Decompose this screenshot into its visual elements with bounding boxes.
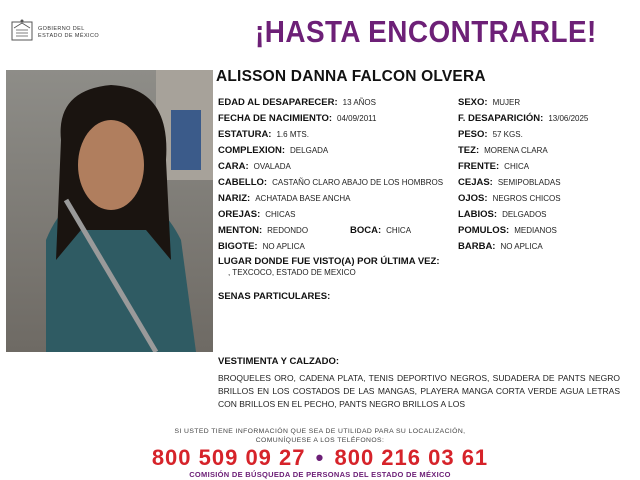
field-label: POMULOS: (458, 225, 510, 236)
field-bigote (218, 241, 305, 252)
state-seal-icon (10, 18, 34, 44)
field-label: TEZ: (458, 145, 480, 156)
field-frente (458, 161, 529, 172)
field-labios (458, 209, 547, 220)
field-label: NARIZ: (218, 193, 251, 204)
field-label: BIGOTE: (218, 241, 258, 252)
field-label: FRENTE: (458, 161, 500, 172)
field-tez (458, 145, 548, 156)
field-value: 1.6 MTS. (276, 130, 309, 139)
field-value: MORENA CLARA (484, 146, 548, 155)
field-edad (218, 97, 376, 108)
field-value: CASTAÑO CLARO ABAJO DE LOS HOMBROS (272, 178, 444, 187)
field-value: 13/06/2025 (548, 114, 589, 123)
field-label: LABIOS: (458, 209, 498, 220)
field-label: OREJAS: (218, 209, 261, 220)
field-value: 57 KGS. (492, 130, 523, 139)
field-label: MENTON: (218, 225, 263, 236)
field-cabello (218, 177, 443, 188)
field-value: MEDIANOS (514, 226, 557, 235)
field-barba (458, 241, 543, 252)
field-value: 13 AÑOS (342, 98, 376, 107)
gov-line-1: GOBIERNO DEL (38, 26, 85, 32)
phone-numbers (0, 445, 640, 471)
field-label: F. DESAPARICIÓN: (458, 113, 544, 124)
person-photo (6, 70, 213, 352)
field-value: CHICAS (265, 210, 296, 219)
gov-line-2: ESTADO DE MÉXICO (38, 33, 99, 39)
field-fecha-desaparicion (458, 113, 588, 124)
field-value: CHICA (386, 226, 412, 235)
field-boca (350, 225, 411, 236)
field-value: NEGROS CHICOS (492, 194, 561, 203)
field-complexion (218, 145, 328, 156)
field-label: PESO: (458, 129, 488, 140)
field-cejas (458, 177, 561, 188)
field-estatura (218, 129, 309, 140)
clothing-value: BROQUELES ORO, CADENA PLATA, TENIS DEPORTIVO NEGROS, SUDADERA DE PANTS NEGRO BRILLOS EN LOS COSTADOS DE LAS MANGAS, PLAYERA MANGA CORTA VERDE AGUA LETRAS CON BRILLOS EN EL PECHO, PANTS NEGRO BRILLOS A LOS (218, 373, 620, 409)
field-nariz (218, 193, 351, 204)
location-label: LUGAR DONDE FUE VISTO(A) POR ÚLTIMA VEZ: (218, 256, 440, 267)
commission-name: COMISIÓN DE BÚSQUEDA DE PERSONAS DEL ESTADO DE MÉXICO (189, 470, 451, 479)
location-value: , TEXCOCO, ESTADO DE MEXICO (228, 268, 356, 277)
field-value: NO APLICA (500, 242, 543, 251)
phone-number-2[interactable]: 800 216 03 61 (334, 445, 489, 470)
field-value: ACHATADA BASE ANCHA (255, 194, 351, 203)
field-label: CABELLO: (218, 177, 268, 188)
field-label: CARA: (218, 161, 249, 172)
field-label: BARBA: (458, 241, 496, 252)
phone-separator: • (315, 445, 325, 470)
field-value: CHICA (504, 162, 530, 171)
field-value: MUJER (492, 98, 521, 107)
field-label: CEJAS: (458, 177, 493, 188)
photo-illustration (6, 70, 213, 352)
footer-info-line-1: SI USTED TIENE INFORMACIÓN QUE SEA DE UTILIDAD PARA SU LOCALIZACIÓN, (174, 428, 466, 435)
field-value: REDONDO (267, 226, 309, 235)
field-label: COMPLEXION: (218, 145, 286, 156)
field-label: FECHA DE NACIMIENTO: (218, 113, 332, 124)
field-orejas (218, 209, 295, 220)
field-label: SEXO: (458, 97, 488, 108)
field-pomulos (458, 225, 557, 236)
field-sexo (458, 97, 520, 108)
field-value: NO APLICA (262, 242, 305, 251)
person-name: ALISSON DANNA FALCON OLVERA (216, 68, 486, 85)
field-value: SEMIPOBLADAS (497, 178, 561, 187)
field-peso (458, 129, 523, 140)
phone-number-1[interactable]: 800 509 09 27 (151, 445, 306, 470)
field-value: OVALADA (253, 162, 291, 171)
field-cara (218, 161, 291, 172)
field-ojos (458, 193, 561, 204)
footer-info-line-2: COMUNÍQUESE A LOS TELÉFONOS: (255, 437, 385, 444)
field-menton (218, 225, 308, 236)
senas-label: SENAS PARTICULARES: (218, 291, 331, 302)
field-label: OJOS: (458, 193, 488, 204)
field-label: ESTATURA: (218, 129, 272, 140)
field-fecha-nacimiento (218, 113, 376, 124)
field-value: DELGADA (290, 146, 329, 155)
headline: ¡HASTA ENCONTRARLE! (255, 14, 597, 49)
clothing-label: VESTIMENTA Y CALZADO: (218, 356, 340, 367)
field-value: DELGADOS (502, 210, 547, 219)
field-value: 04/09/2011 (337, 114, 377, 123)
government-logo (10, 18, 130, 48)
field-label: EDAD AL DESAPARECER: (218, 97, 338, 108)
field-label: BOCA: (350, 225, 382, 236)
